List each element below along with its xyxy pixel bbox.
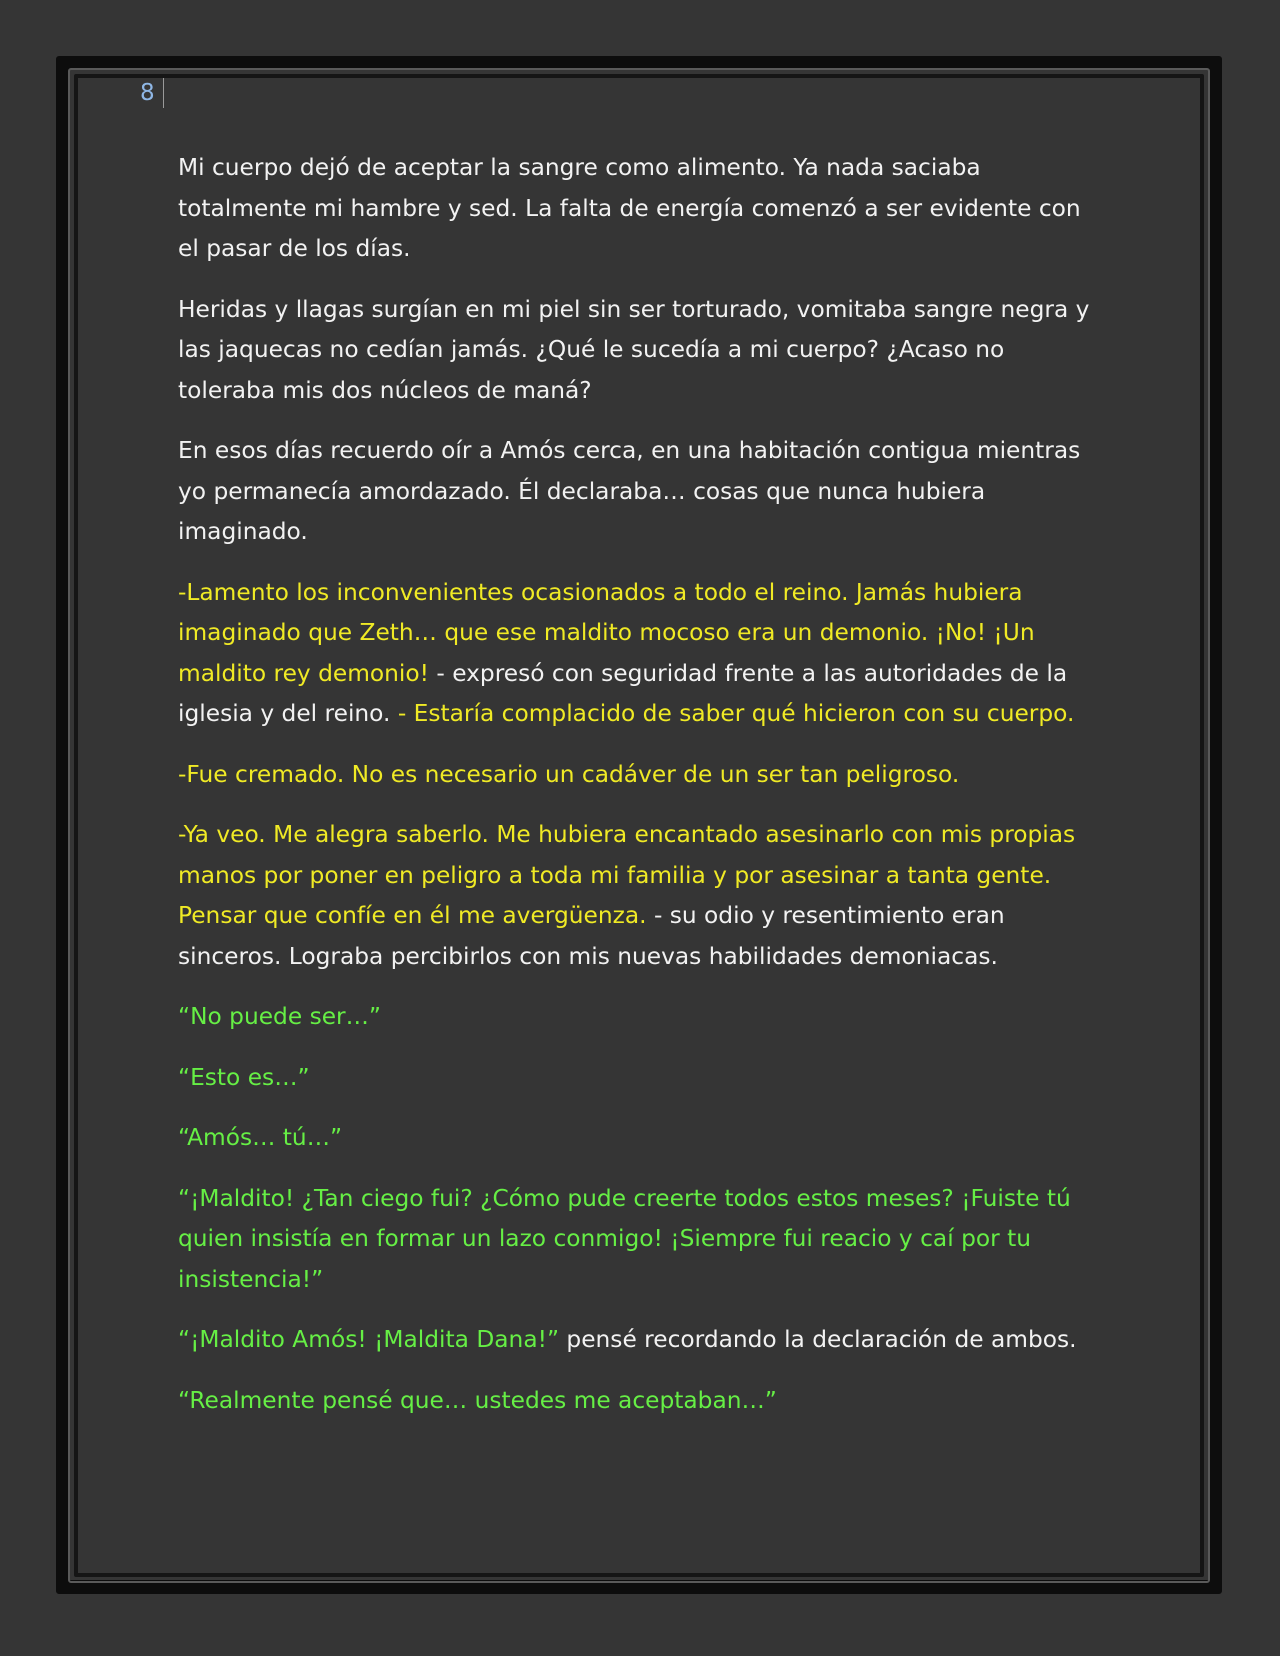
narration-text: pensé recordando la declaración de ambos. [559,1326,1077,1353]
narration-text: Heridas y llagas surgían en mi piel sin ser torturado, vomitaba sangre negra y las jaquecas no cedían jamás. ¿Qué le sucedía a mi cuerpo? ¿Acaso no toleraba mis dos núcleos de maná? [178,295,1090,404]
paragraph-11 [178,1320,1108,1361]
paragraph-10 [178,1179,1108,1301]
thought-text: “¡Maldito! ¿Tan ciego fui? ¿Cómo pude creerte todos estos meses? ¡Fuiste tú quien insistía en formar un lazo conmigo! ¡Siempre fui reacio y caí por tu insistencia!” [178,1184,1071,1293]
paragraph-2 [178,290,1108,412]
narration-text: En esos días recuerdo oír a Amós cerca, en una habitación contigua mientras yo permanecía amordazado. Él declaraba… cosas que nunca hubiera imaginado. [178,437,1081,545]
thought-text: “Amós… tú…” [178,1124,343,1151]
paragraph-7 [178,997,1108,1038]
paragraph-9 [178,1118,1108,1159]
narration-text: - expresó con seguridad frente a las autoridades de la iglesia y del reino. [178,659,1068,727]
paragraph-4 [178,573,1108,735]
paragraph-12 [178,1381,1108,1422]
thought-text: “¡Maldito Amós! ¡Maldita Dana!” [178,1326,560,1353]
narration-text: Mi cuerpo dejó de aceptar la sangre como alimento. Ya nada saciaba totalmente mi hambre y sed. La falta de energía comenzó a ser evidente con el pasar de los días. [178,154,1081,262]
page-number: 8 [140,78,164,108]
speech-text: -Fue cremado. No es necesario un cadáver de un ser tan peligroso. [178,760,960,788]
thought-text: “No puede ser…” [178,1003,381,1030]
paragraph-5 [178,755,1108,796]
speech-text: - Estaría complacido de saber qué hicieron con su cuerpo. [397,700,1075,727]
speech-text: -Lamento los inconvenientes ocasionados a todo el reino. Jamás hubiera imaginado que Zeth… que ese maldito mocoso era un demonio. ¡No! ¡Un maldito rey demonio! [178,578,1035,687]
speech-text: -Ya veo. Me alegra saberlo. Me hubiera encantado asesinarlo con mis propias manos por poner en peligro a toda mi familia y por asesinar a tanta gente. Pensar que confíe en él me avergüenza. [178,821,1076,929]
thought-text: “Realmente pensé que… ustedes me aceptaban…” [178,1386,777,1414]
thought-text: “Esto es…” [178,1063,310,1091]
paragraph-6 [178,815,1108,977]
page-content [178,148,1108,1441]
paragraph-3 [178,431,1108,553]
narration-text: - su odio y resentimiento eran sinceros. Lograba percibirlos con mis nuevas habilidades demoniacas. [178,902,1005,970]
paragraph-8 [178,1058,1108,1099]
paragraph-1 [178,148,1108,270]
